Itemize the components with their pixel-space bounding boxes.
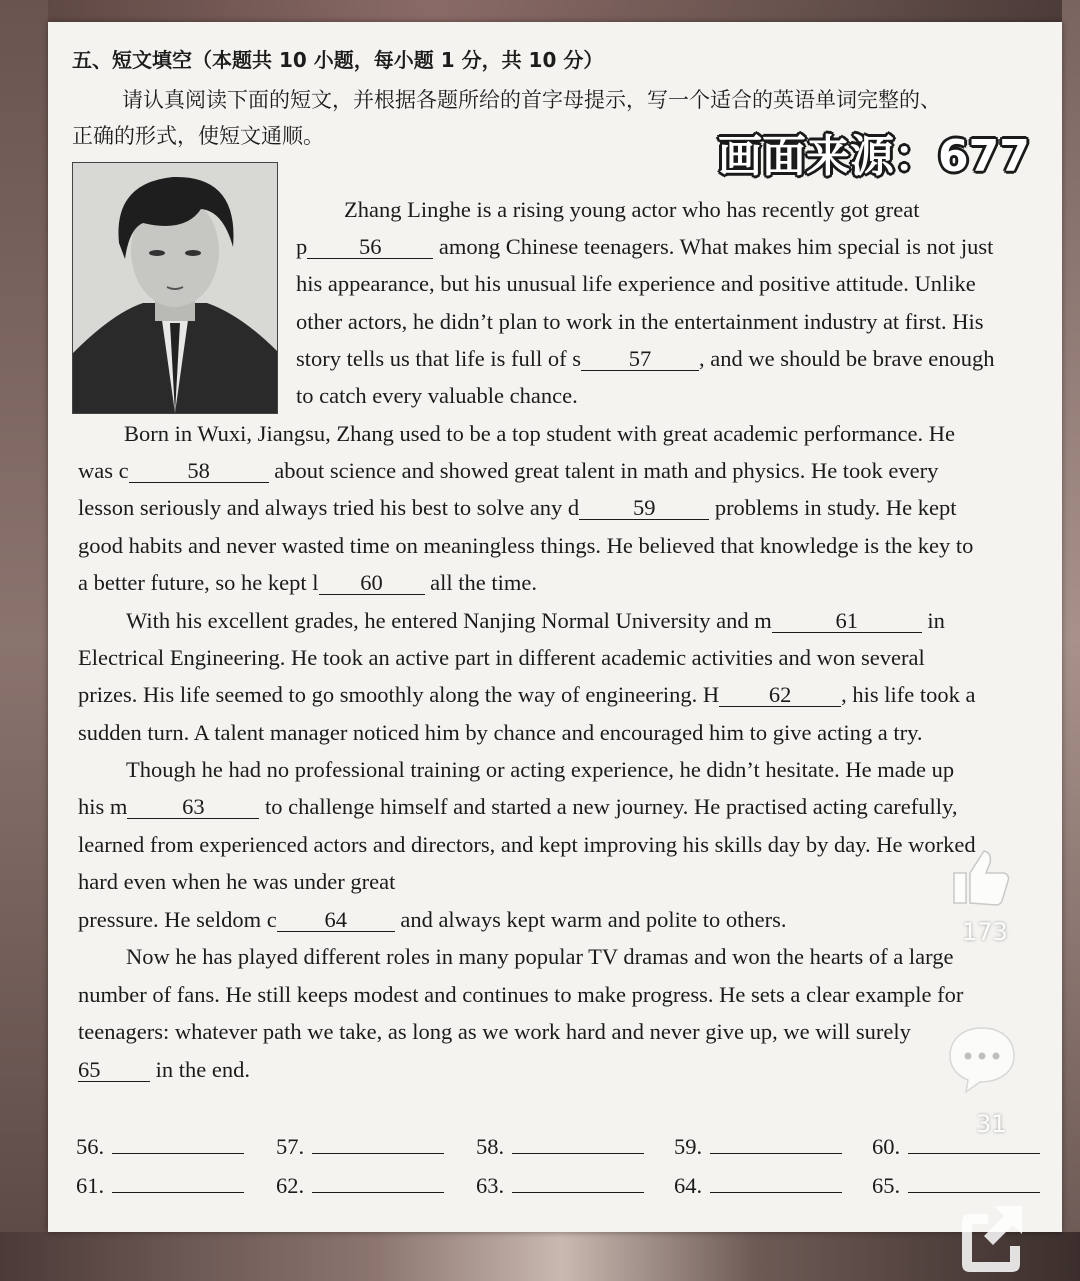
blank-58[interactable]: 58: [129, 460, 269, 483]
share-icon-svg: [954, 1200, 1030, 1272]
p3-line-2: [78, 645, 925, 671]
source-watermark: 画面来源：677: [718, 131, 1030, 182]
blank-57[interactable]: 57: [581, 348, 699, 371]
answer-line: [908, 1174, 1040, 1193]
answer-number: 60.: [872, 1134, 901, 1159]
answer-number: 65.: [872, 1173, 901, 1198]
text-span: to catch every valuable chance.: [296, 383, 578, 408]
p1-line-2: [296, 234, 993, 260]
text-span: his appearance, but his unusual life experience and positive attitude. Unlike: [296, 271, 976, 296]
answer-number: 61.: [76, 1173, 105, 1198]
p4-line-5: [78, 907, 786, 933]
text-span: lesson seriously and always tried his best to solve any d: [78, 495, 580, 520]
text-span: story tells us that life is full of s: [296, 346, 581, 371]
p1-line-4: [296, 309, 984, 335]
comment-icon-svg: [944, 1020, 1020, 1096]
text-span: prizes. His life seemed to go smoothly along the way of engineering. H: [78, 682, 720, 707]
text-span: Now he has played different roles in many popular TV dramas and won the hearts of a large: [126, 944, 954, 969]
instruction-line-1: 请认真阅读下面的短文，并根据各题所给的首字母提示，写一个适合的英语单词完整的、: [122, 88, 941, 112]
background-right: [1062, 0, 1080, 1281]
p2-line-4: [78, 533, 973, 559]
text-span: all the time.: [424, 570, 538, 595]
answer-slot[interactable]: [276, 1134, 444, 1160]
text-span: and always kept warm and polite to others.: [394, 907, 787, 932]
text-span: other actors, he didn’t plan to work in the entertainment industry at first. His: [296, 309, 984, 334]
share-icon[interactable]: [954, 1200, 1030, 1272]
p1-line-5: [296, 346, 995, 372]
p4-line-3: [78, 832, 976, 858]
text-span: number of fans. He still keeps modest and continues to make progress. He sets a clear example for: [78, 982, 964, 1007]
exam-paper: [48, 22, 1062, 1232]
blank-62[interactable]: 62: [719, 684, 841, 707]
answer-line: [312, 1135, 444, 1154]
answer-line: [112, 1135, 244, 1154]
answer-line: [710, 1135, 842, 1154]
comment-icon[interactable]: [944, 1020, 1020, 1096]
p5-line-4: [78, 1057, 250, 1083]
text-span: in the end.: [150, 1057, 250, 1082]
text-span: Born in Wuxi, Jiangsu, Zhang used to be a top student with great academic performance. He: [124, 421, 955, 446]
answer-line: [312, 1174, 444, 1193]
instruction-line-2: 正确的形式，使短文通顺。: [72, 124, 324, 148]
text-span: With his excellent grades, he entered Nanjing Normal University and m: [126, 608, 772, 633]
text-span: a better future, so he kept l: [78, 570, 319, 595]
text-span: about science and showed great talent in math and physics. He took every: [268, 458, 939, 483]
answer-slot[interactable]: [276, 1173, 444, 1199]
answer-slot[interactable]: [674, 1134, 842, 1160]
p5-line-2: [78, 982, 963, 1008]
answer-number: 64.: [674, 1173, 703, 1198]
answer-slot[interactable]: [76, 1173, 244, 1199]
answer-number: 56.: [76, 1134, 105, 1159]
p5-line-3: [78, 1019, 911, 1045]
answer-slot[interactable]: [476, 1134, 644, 1160]
text-span: his m: [78, 794, 128, 819]
background-bottom: [0, 1232, 1080, 1281]
p4-line-1: [126, 757, 954, 783]
answer-slot[interactable]: [872, 1134, 1040, 1160]
text-span: sudden turn. A talent manager noticed him by chance and encouraged him to give acting a try.: [78, 720, 923, 745]
text-span: was c: [78, 458, 129, 483]
answer-number: 59.: [674, 1134, 703, 1159]
text-span: learned from experienced actors and directors, and kept improving his skills day by day. He worked: [78, 832, 976, 857]
p1-line-3: [296, 271, 976, 297]
actor-photo-drawing: [73, 163, 277, 413]
text-span: among Chinese teenagers. What makes him special is not just: [433, 234, 994, 259]
answer-line: [512, 1135, 644, 1154]
background-left: [0, 0, 48, 1281]
p4-line-4: [78, 869, 395, 895]
text-span: teenagers: whatever path we take, as long as we work hard and never give up, we will surely: [78, 1019, 911, 1044]
text-span: Electrical Engineering. He took an active part in different academic activities and won several: [78, 645, 925, 670]
blank-64[interactable]: 64: [277, 909, 395, 932]
text-span: pressure. He seldom c: [78, 907, 277, 932]
answer-slot[interactable]: [76, 1134, 244, 1160]
answer-number: 62.: [276, 1173, 305, 1198]
text-span: in: [921, 608, 945, 633]
blank-65[interactable]: 65: [78, 1059, 150, 1082]
answer-slot[interactable]: [674, 1173, 842, 1199]
text-span: to challenge himself and started a new journey. He practised acting carefully,: [259, 794, 958, 819]
text-span: , and we should be brave enough: [698, 346, 995, 371]
blank-56[interactable]: 56: [307, 236, 433, 259]
answer-number: 57.: [276, 1134, 305, 1159]
answer-line: [512, 1174, 644, 1193]
text-span: problems in study. He kept: [709, 495, 957, 520]
blank-60[interactable]: 60: [319, 572, 425, 595]
p3-line-4: [78, 720, 923, 746]
p1-line-6: [296, 383, 578, 409]
answer-slot[interactable]: [872, 1173, 1040, 1199]
answer-line: [908, 1135, 1040, 1154]
blank-59[interactable]: 59: [579, 497, 709, 520]
actor-photo: [72, 162, 278, 414]
section-title: 五、短文填空（本题共 10 小题，每小题 1 分，共 10 分）: [72, 48, 604, 72]
p3-line-3: [78, 682, 975, 708]
text-span: Though he had no professional training or acting experience, he didn’t hesitate. He made up: [126, 757, 955, 782]
p2-line-5: [78, 570, 537, 596]
answer-line: [112, 1174, 244, 1193]
p1-line-1: [344, 197, 919, 223]
p3-line-1: [126, 608, 945, 634]
answer-line: [710, 1174, 842, 1193]
text-span: hard even when he was under great: [78, 869, 396, 894]
like-icon-svg: [948, 845, 1012, 909]
blank-61[interactable]: 61: [772, 610, 922, 633]
p5-line-1: [126, 944, 953, 970]
p2-line-1: [124, 421, 955, 447]
answer-number: 63.: [476, 1173, 505, 1198]
comment-count: 31: [976, 1110, 1007, 1138]
text-span: good habits and never wasted time on meaningless things. He believed that knowledge is the key to: [78, 533, 974, 558]
like-icon[interactable]: [948, 845, 1012, 909]
p2-line-2: [78, 458, 938, 484]
like-count: 173: [962, 918, 1008, 946]
p4-line-2: [78, 794, 957, 820]
answer-slot[interactable]: [476, 1173, 644, 1199]
text-span: Zhang Linghe is a rising young actor who has recently got great: [344, 197, 920, 222]
text-span: p: [296, 234, 308, 259]
answer-number: 58.: [476, 1134, 505, 1159]
background-top: [0, 0, 1080, 22]
p2-line-3: [78, 495, 956, 521]
blank-63[interactable]: 63: [127, 796, 259, 819]
text-span: , his life took a: [841, 682, 976, 707]
